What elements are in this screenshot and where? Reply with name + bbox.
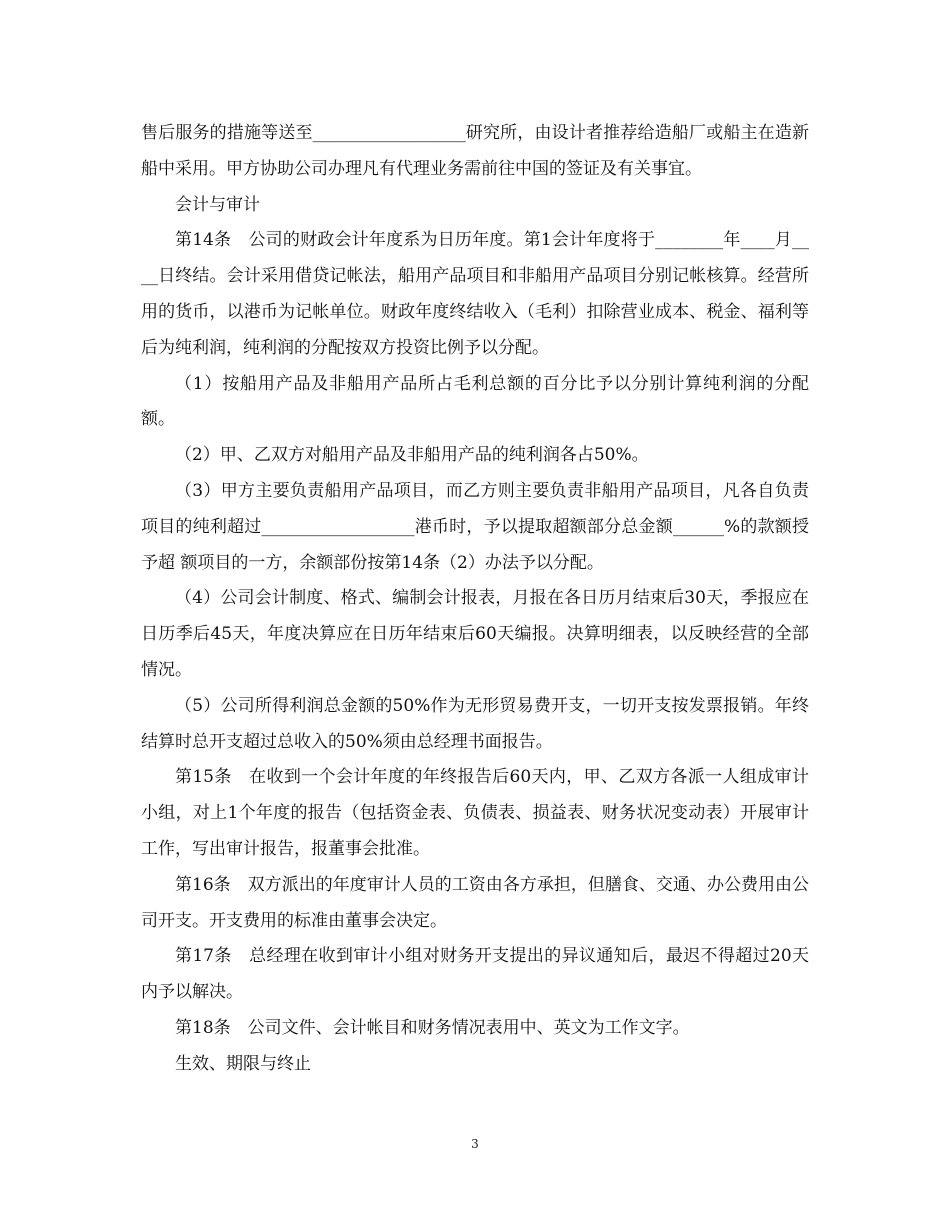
article-14: 第14条 公司的财政会计年度系为日历年度。第1会计年度将于________年____月____日终结。会计采用借贷记帐法，船用产品项目和非船用产品项目分别记帐核算。经营所用的货币，以港币为记帐单位。财政年度终结收入（毛利）扣除营业成本、税金、福利等后为纯利润，纯利润的分配按双方投资比例予以分配。 — [141, 230, 809, 358]
page-number: 3 — [471, 1137, 479, 1151]
document-body — [141, 116, 809, 1083]
article-16: 第16条 双方派出的年度审计人员的工资由各方承担，但膳食、交通、办公费用由公司开支。开支费用的标准由董事会决定。 — [141, 874, 809, 931]
article-14-item-1: （1）按船用产品及非船用产品所占毛利总额的百分比予以分别计算纯利润的分配额。 — [141, 373, 809, 430]
article-14-item-3: （3）甲方主要负责船用产品项目，而乙方则主要负责非船用产品项目，凡各自负责项目的纯利超过__________________港币时，予以提取超额部分总金额______%的款额授予超 额项目的一方，余额部份按第14条（2）办法予以分配。 — [141, 480, 809, 573]
article-14-item-5: （5）公司所得利润总金额的50%作为无形贸易费开支，一切开支按发票报销。年终结算时总开支超过总收入的50%须由总经理书面报告。 — [141, 695, 809, 752]
article-17: 第17条 总经理在收到审计小组对财务开支提出的异议通知后，最迟不得超过20天内予以解决。 — [141, 946, 809, 1003]
article-15: 第15条 在收到一个会计年度的年终报告后60天内，甲、乙双方各派一人组成审计小组，对上1个年度的报告（包括资金表、负债表、损益表、财务状况变动表）开展审计工作，写出审计报告，报董事会批准。 — [141, 767, 809, 859]
paragraph-continuation: 售后服务的措施等送至__________________研究所，由设计者推荐给造船厂或船主在造新船中采用。甲方协助公司办理凡有代理业务需前往中国的签证及有关事宜。 — [141, 123, 809, 179]
section-heading-accounting-audit: 会计与审计 — [175, 194, 260, 215]
section-heading-effect-term-termination: 生效、期限与终止 — [175, 1053, 311, 1074]
article-14-item-4: （4）公司会计制度、格式、编制会计报表，月报在各日历月结束后30天，季报应在日历季后45天，年度决算应在日历年结束后60天编报。决算明细表，以反映经营的全部情况。 — [141, 588, 809, 680]
article-14-item-2: （2）甲、乙双方对船用产品及非船用产品的纯利润各占50%。 — [175, 445, 649, 466]
article-18: 第18条 公司文件、会计帐目和财务情况表用中、英文为工作文字。 — [175, 1017, 690, 1038]
